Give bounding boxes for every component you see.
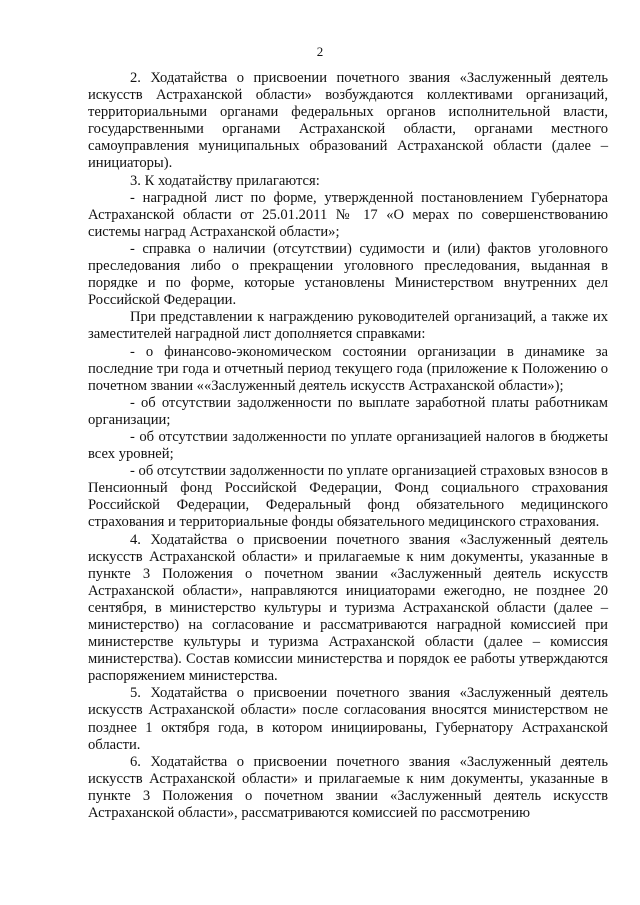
page-number: 2 — [316, 44, 324, 59]
paragraph-3-attachments: 3. К ходатайству прилагаются: — [130, 172, 320, 189]
paragraph-5-governor-submission: 5. Ходатайства о присвоении почетного звания «Заслуженный деятель искусств Астраханской области» после согласования вносятся министерством не позднее 1 октября года, в котором инициированы, Губернатору Астраханской области. — [88, 685, 608, 753]
paragraph-6-commission-review: 6. Ходатайства о присвоении почетного звания «Заслуженный деятель искусств Астраханской области» и прилагаемые к ним документы, указанные в пункте 3 Положения о почетном звании «Заслуженный деятель искусств Астраханской области», рассматриваются комиссией по рассмотрению — [88, 753, 608, 822]
certificate-financial-state: - о финансово-экономическом состоянии организации в динамике за последние три года и отчетный период текущего года (приложение к Положению о почетном звании ««Заслуженный деятель искусств Астраханской области»); — [88, 343, 608, 394]
document-body — [88, 70, 608, 822]
attachment-award-sheet: - наградной лист по форме, утвержденной постановлением Губернатора Астраханской области от 25.01.2011 № 17 «О мерах по совершенствованию системы наград Астраханской области»; — [88, 189, 608, 240]
paragraph-4-submission-deadline: 4. Ходатайства о присвоении почетного звания «Заслуженный деятель искусств Астраханской области» и прилагаемые к ним документы, указанные в пункте 3 Положения о почетном звании «Заслуженный деятель искусств Астраханской области», направляются инициаторами ежегодно, не позднее 20 сентября, в министерство культуры и туризма Астраханской области (далее – министерство) на согласование и рассматриваются наградной комиссией при министерстве культуры и туризма Астраханской области (далее – комиссия министерства). Состав комиссии министерства и порядок ее работы утверждаются распоряжением министерства. — [88, 531, 608, 685]
attachment-criminal-record-certificate: - справка о наличии (отсутствии) судимости и (или) фактов уголовного преследования либо о прекращении уголовного преследования, выданная в порядке и по форме, которые установлены Министерством внутренних дел Российской Федерации. — [88, 240, 608, 309]
paragraph-2-petitions-initiators: 2. Ходатайства о присвоении почетного звания «Заслуженный деятель искусств Астраханской области» возбуждаются коллективами организаций, территориальными органами федеральных органов исполнительной власти, государственными органами Астраханской области, органами местного самоуправления муниципальных образований Астраханской области (далее – инициаторы). — [88, 70, 608, 172]
certificate-wage-arrears: - об отсутствии задолженности по выплате заработной платы работникам организации; — [88, 394, 608, 428]
certificate-tax-arrears: - об отсутствии задолженности по уплате организацией налогов в бюджеты всех уровней; — [88, 428, 608, 463]
certificate-insurance-arrears: - об отсутствии задолженности по уплате организацией страховых взносов в Пенсионный фонд Российской Федерации, Фонд социального страхования Российской Федерации, Федеральный фонд обязательного медицинского страхования и территориальные фонды обязательного медицинского страхования. — [88, 463, 608, 531]
paragraph-managers-supplement: При представлении к награждению руководителей организаций, а также их заместителей наградной лист дополняется справками: — [88, 309, 608, 343]
